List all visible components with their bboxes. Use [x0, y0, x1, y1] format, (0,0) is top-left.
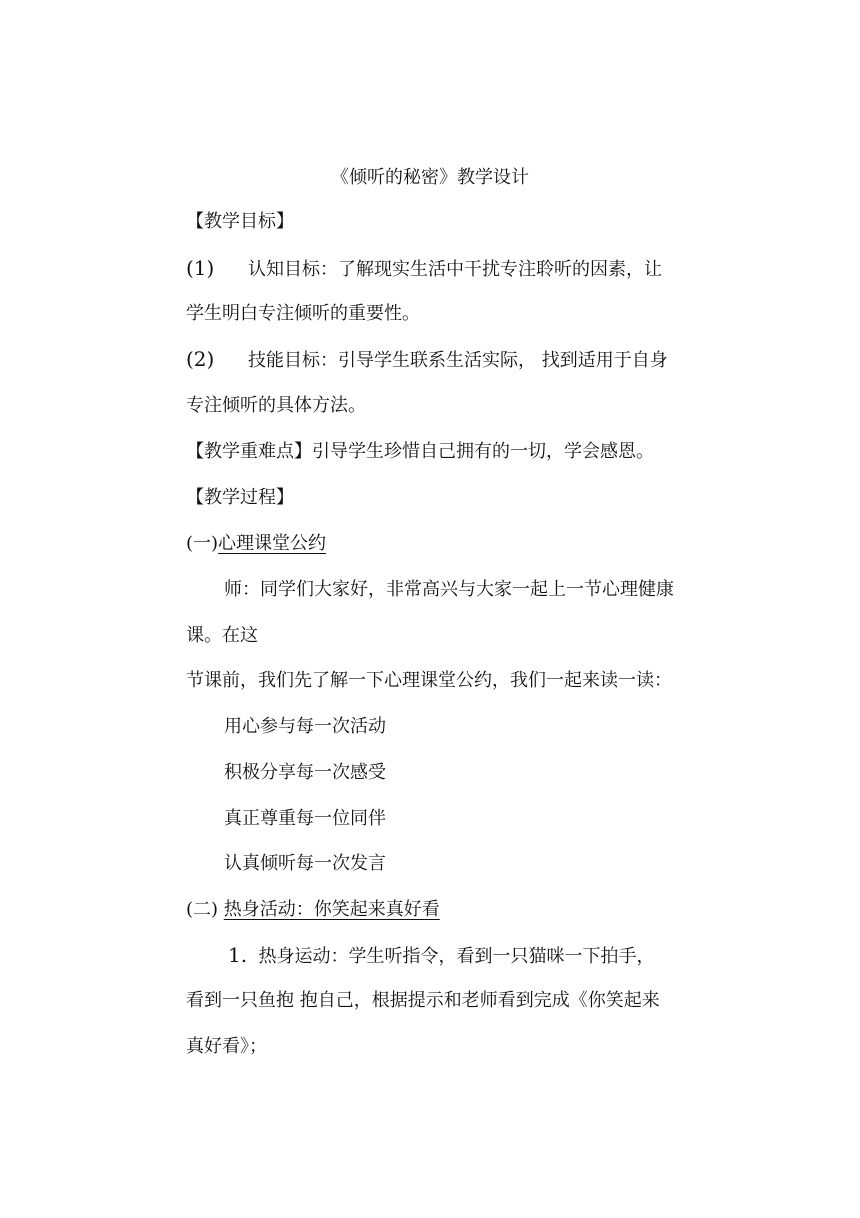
section-2-number: (二): [186, 899, 219, 920]
section-1-title: 心理课堂公约: [218, 533, 327, 554]
item-1-number: 1.: [228, 943, 248, 967]
goal-1-number: (1): [186, 256, 215, 280]
process-heading: 【教学过程】: [186, 487, 294, 508]
section-2-heading: [186, 898, 440, 922]
goal-2-line-1: [186, 347, 668, 373]
pledge-item-1: 用心参与每一次活动: [224, 716, 386, 737]
goal-2-text: 技能目标：引导学生联系生活实际， 找到适用于自身: [248, 350, 668, 371]
section-1-number: (一): [186, 533, 219, 554]
pledge-item-4: 认真倾听每一次发言: [224, 853, 386, 874]
section-2-title: 热身活动：你笑起来真好看: [223, 899, 440, 920]
teacher-line-2: 课。在这: [186, 625, 258, 646]
key-points-text: 引导学生珍惜自己拥有的一切，学会感恩。: [312, 441, 654, 462]
teacher-line-3: 节课前，我们先了解一下心理课堂公约，我们一起来读一读：: [186, 670, 672, 691]
pledge-item-3: 真正尊重每一位同伴: [224, 808, 386, 829]
goal-1-line-1: [186, 256, 662, 282]
pledge-item-2: 积极分享每一次感受: [224, 762, 386, 783]
goals-heading: 【教学目标】: [186, 211, 294, 232]
item-1-line-2: 看到一只鱼抱 抱自己，根据提示和老师看到完成《你笑起来: [186, 990, 660, 1011]
document-title: 《倾听的秘密》教学设计: [331, 167, 529, 188]
goal-1-text: 认知目标：了解现实生活中干扰专注聆听的因素，让: [248, 259, 662, 280]
goal-2-number: (2): [186, 347, 215, 371]
key-points-heading: 【教学重难点】: [186, 441, 312, 462]
item-1-text: 热身运动：学生听指令，看到一只猫咪一下拍手，: [258, 946, 655, 967]
section-1-heading: [186, 532, 326, 556]
key-points-line: [186, 440, 654, 464]
item-1-line-3: 真好看》；: [186, 1036, 267, 1057]
teacher-line-1: 师：同学们大家好，非常高兴与大家一起上一节心理健康: [224, 579, 674, 600]
item-1-line-1: [228, 943, 655, 969]
goal-1-line-2: 学生明白专注倾听的重要性。: [186, 303, 420, 324]
goal-2-line-2: 专注倾听的具体方法。: [186, 395, 366, 416]
